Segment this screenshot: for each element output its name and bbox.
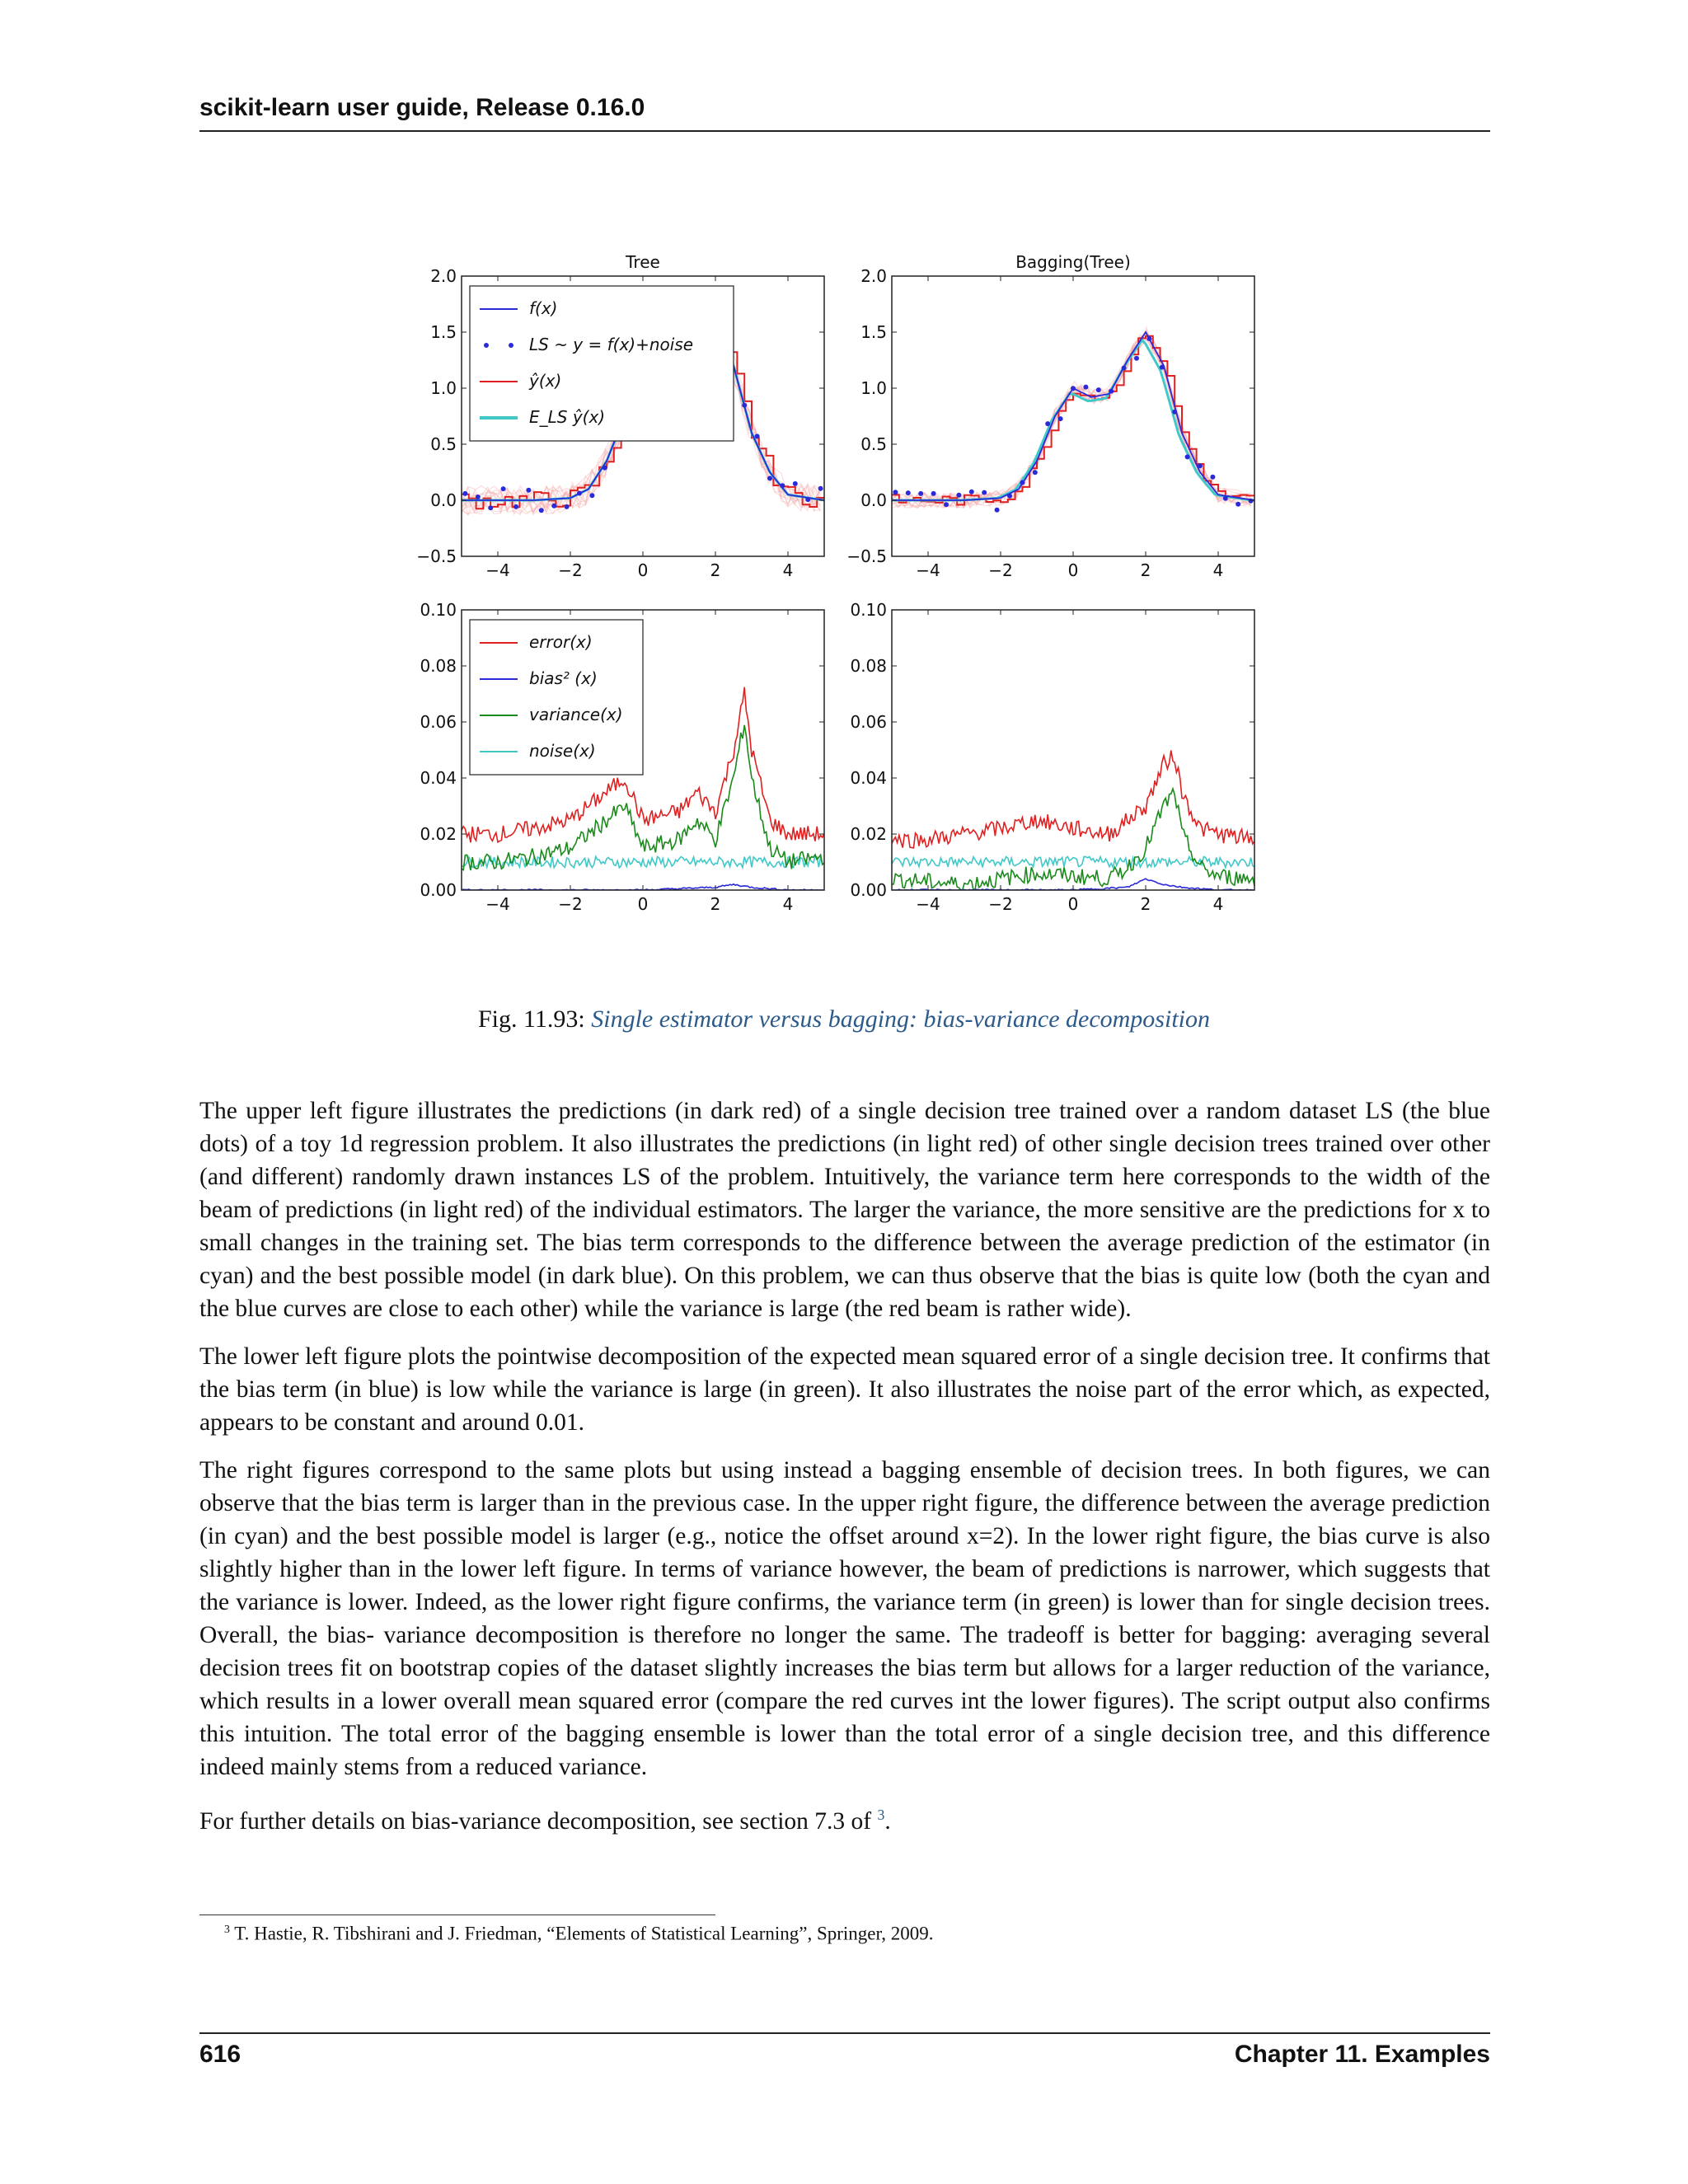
body-text	[199, 1094, 1490, 1853]
y-tick-label: 0.10	[850, 600, 887, 620]
ls-sample-point	[603, 466, 607, 471]
ls-sample-point	[526, 488, 531, 493]
axes-frame	[892, 610, 1254, 890]
page-header	[199, 92, 1490, 132]
footnote-text: T. Hastie, R. Tibshirani and J. Friedman, “Elements of Statistical Learning”, Springer, 2009.	[234, 1923, 934, 1944]
y-tick-label: 0.10	[420, 600, 457, 620]
ls-sample-point	[577, 491, 582, 496]
footnote	[224, 1923, 1461, 1945]
x-tick-label: 2	[1140, 560, 1151, 580]
paragraph-4-end: .	[884, 1807, 891, 1835]
x-tick-label: 0	[637, 894, 649, 914]
x-tick-label: −4	[485, 560, 510, 580]
beam-prediction	[892, 330, 1251, 508]
paragraph-3: The right figures correspond to the same plots but using instead a bagging ensemble of decision trees. In both figures, we can observe that the bias term is larger than in the previous case. In the upper right figure, the difference between the average prediction (in cyan) and the best possible model is larger (e.g., notice the offset around x=2). In the lower right figure, the bias curve is also slightly higher than in the lower left figure. In terms of variance however, the beam of predictions is narrower, which suggests that the variance is lower. Indeed, as the lower right figure confirms, the variance term (in green) is lower than for single decision trees. Overall, the bias- variance decomposition is therefore no longer the same. The tradeoff is better for bagging: averaging several decision trees fit on bootstrap copies of the dataset slightly increases the bias term but allows for a larger reduction of the variance, which results in a lower overall mean squared error (compare the red curves int the lower figures). The script output also confirms this intuition. The total error of the bagging ensemble is lower than the total error of a single decision tree, and this difference indeed mainly stems from a reduced variance.	[199, 1457, 1490, 1780]
ls-sample-point	[1020, 480, 1025, 485]
y-tick-label: 1.0	[430, 378, 457, 398]
x-tick-label: −4	[916, 894, 940, 914]
footnote-mark: 3	[224, 1923, 230, 1935]
y-tick-label: 0.08	[850, 656, 887, 676]
beam-prediction	[892, 335, 1251, 508]
ls-sample-point	[501, 486, 506, 491]
ls-sample-point	[969, 490, 974, 494]
x-tick-label: 4	[1212, 894, 1224, 914]
plot-area	[892, 751, 1254, 891]
footer-rule	[199, 2032, 1490, 2034]
ls-sample-point	[1223, 496, 1228, 501]
figure-svg	[387, 239, 1278, 948]
ls-sample-point	[918, 491, 923, 496]
legend-marker	[509, 343, 513, 348]
y-tick-label: 0.08	[420, 656, 457, 676]
ls-sample-point	[982, 490, 987, 495]
axes-frame	[892, 276, 1254, 556]
ls-sample-point	[780, 483, 785, 488]
x-tick-label: 0	[1067, 894, 1079, 914]
panel-1	[416, 252, 824, 580]
beam-prediction	[892, 336, 1251, 508]
ls-sample-point	[488, 505, 493, 510]
legend-label: noise(x)	[529, 741, 596, 761]
x-tick-label: −4	[916, 560, 940, 580]
y-tick-label: 2.0	[430, 266, 457, 286]
ls-sample-point	[1045, 421, 1050, 426]
mean-prediction-line	[892, 340, 1254, 501]
y-tick-label: 0.06	[420, 712, 457, 732]
bias-variance-figure	[387, 239, 1278, 948]
ls-sample-point	[931, 491, 936, 496]
y-tick-label: 0.06	[850, 712, 887, 732]
ls-sample-point	[906, 490, 911, 495]
ls-sample-point	[1109, 389, 1114, 394]
y-tick-label: 2.0	[860, 266, 887, 286]
ls-sample-point	[1160, 365, 1165, 370]
x-tick-label: 4	[782, 560, 794, 580]
beam-prediction	[892, 334, 1251, 507]
beam-prediction	[892, 331, 1251, 508]
panel-title: Bagging(Tree)	[1015, 252, 1131, 272]
series-errorx-line	[892, 751, 1254, 848]
beam-prediction	[892, 340, 1251, 507]
figure-caption	[0, 1005, 1688, 1033]
panel-2	[846, 252, 1254, 580]
y-tick-label: −0.5	[846, 546, 887, 566]
ls-sample-point	[1236, 502, 1240, 507]
ls-sample-point	[1096, 387, 1101, 392]
legend-label: f(x)	[529, 298, 558, 318]
beam-prediction	[892, 333, 1251, 506]
ls-sample-point	[944, 502, 949, 507]
beam-prediction	[892, 337, 1251, 508]
beam-prediction	[892, 340, 1251, 508]
series-noisex-line	[892, 856, 1254, 867]
legend-label: LS ~ y = f(x)+noise	[529, 335, 694, 354]
y-tick-label: 1.5	[430, 322, 457, 342]
panel-3	[420, 600, 824, 914]
plot-area	[892, 327, 1254, 513]
legend-label: E_LS ŷ(x)	[529, 407, 606, 427]
ls-sample-point	[551, 504, 556, 509]
running-title: scikit-learn user guide, Release 0.16.0	[199, 94, 645, 121]
beam-prediction	[892, 336, 1251, 509]
x-tick-label: 0	[637, 560, 649, 580]
y-tick-label: −0.5	[416, 546, 457, 566]
ls-sample-point	[755, 434, 760, 438]
ls-sample-point	[1134, 356, 1139, 361]
ls-sample-point	[956, 493, 961, 498]
legend-label: error(x)	[529, 632, 593, 652]
legend-marker	[484, 343, 489, 348]
x-tick-label: 2	[1140, 894, 1151, 914]
x-tick-label: 4	[1212, 560, 1224, 580]
y-tick-label: 1.5	[860, 322, 887, 342]
ls-sample-point	[513, 504, 518, 509]
panel-4	[850, 600, 1254, 914]
ls-sample-point	[1198, 463, 1203, 468]
ls-sample-point	[1007, 494, 1012, 499]
ls-sample-point	[805, 497, 810, 502]
x-tick-label: 2	[710, 894, 721, 914]
chapter-title: Chapter 11. Examples	[1234, 2041, 1490, 2068]
legend-label: variance(x)	[529, 705, 623, 724]
beam-prediction	[892, 327, 1251, 508]
y-tick-label: 0.0	[860, 490, 887, 510]
legend	[470, 286, 734, 441]
ls-sample-point	[476, 494, 481, 499]
paragraph-1: The upper left figure illustrates the predictions (in dark red) of a single decision tree trained over a random dataset LS (the blue dots) of a toy 1d regression problem. It also illustrates the predictions (in light red) of other single decision trees trained over other (and different) randomly drawn instances LS of the problem. Intuitively, the variance term here corresponds to the width of the beam of predictions (in light red) of the individual estimators. The larger the variance, the more sensitive are the predictions for x to small changes in the training set. The bias term corresponds to the difference between the average prediction of the estimator (in cyan) and the best possible model (in dark blue). On this problem, we can thus observe that the bias is quite low (both the cyan and the blue curves are close to each other) while the variance is large (the red beam is rather wide).	[199, 1098, 1490, 1322]
ls-sample-point	[1071, 386, 1076, 391]
y-tick-label: 0.5	[430, 434, 457, 454]
ls-sample-point	[1185, 454, 1190, 459]
y-tick-label: 0.04	[420, 768, 457, 788]
y-tick-label: 0.02	[420, 824, 457, 844]
paragraph-4	[199, 1798, 1490, 1838]
ls-sample-point	[462, 491, 467, 496]
legend-label: ŷ(x)	[529, 371, 562, 391]
y-tick-label: 0.02	[850, 824, 887, 844]
prediction-line	[892, 336, 1254, 505]
ls-sample-point	[1033, 470, 1038, 475]
panel-title: Tree	[626, 252, 660, 272]
ls-sample-point	[1210, 475, 1215, 480]
ls-sample-point	[1172, 410, 1177, 415]
y-tick-label: 0.00	[420, 880, 457, 900]
ls-sample-point	[565, 504, 570, 509]
ls-sample-point	[742, 403, 747, 408]
x-tick-label: 0	[1067, 560, 1079, 580]
y-tick-label: 0.0	[430, 490, 457, 510]
caption-link[interactable]: Single estimator versus bagging: bias-variance decomposition	[591, 1005, 1210, 1033]
ls-sample-point	[1083, 385, 1088, 390]
caption-prefix: Fig. 11.93:	[478, 1005, 585, 1033]
x-tick-label: 4	[782, 894, 794, 914]
ls-sample-point	[1146, 336, 1151, 341]
ls-sample-point	[1249, 499, 1254, 504]
beam-prediction	[892, 332, 1251, 509]
x-tick-label: −2	[558, 560, 583, 580]
ls-sample-point	[1058, 416, 1063, 421]
y-tick-label: 0.5	[860, 434, 887, 454]
x-tick-label: 2	[710, 560, 721, 580]
paragraph-2: The lower left figure plots the pointwise decomposition of the expected mean squared error of a single decision tree. It confirms that the bias term (in blue) is low while the variance is large (in green). It also illustrates the noise part of the error which, as expected, appears to be constant and around 0.01.	[199, 1343, 1490, 1436]
ls-sample-point	[893, 490, 898, 494]
y-tick-label: 0.04	[850, 768, 887, 788]
legend	[470, 620, 643, 775]
ls-sample-point	[767, 476, 772, 480]
y-tick-label: 0.00	[850, 880, 887, 900]
page-number: 616	[199, 2041, 241, 2068]
x-tick-label: −2	[988, 894, 1013, 914]
ls-sample-point	[539, 508, 544, 513]
beam-prediction	[892, 332, 1251, 509]
ls-sample-point	[1122, 366, 1127, 371]
legend-label: bias² (x)	[529, 668, 598, 688]
series-noisex-line	[462, 856, 824, 868]
paragraph-4-text: For further details on bias-variance decomposition, see section 7.3 of	[199, 1807, 872, 1835]
x-tick-label: −4	[485, 894, 510, 914]
series-variancex-line	[892, 789, 1254, 890]
ls-sample-point	[818, 486, 823, 491]
ls-sample-point	[589, 493, 594, 498]
ls-sample-point	[793, 481, 798, 486]
x-tick-label: −2	[558, 894, 583, 914]
ls-sample-point	[995, 508, 1000, 513]
footnote-ref[interactable]: 3	[877, 1807, 885, 1823]
x-tick-label: −2	[988, 560, 1013, 580]
y-tick-label: 1.0	[860, 378, 887, 398]
beam-prediction	[892, 331, 1251, 508]
